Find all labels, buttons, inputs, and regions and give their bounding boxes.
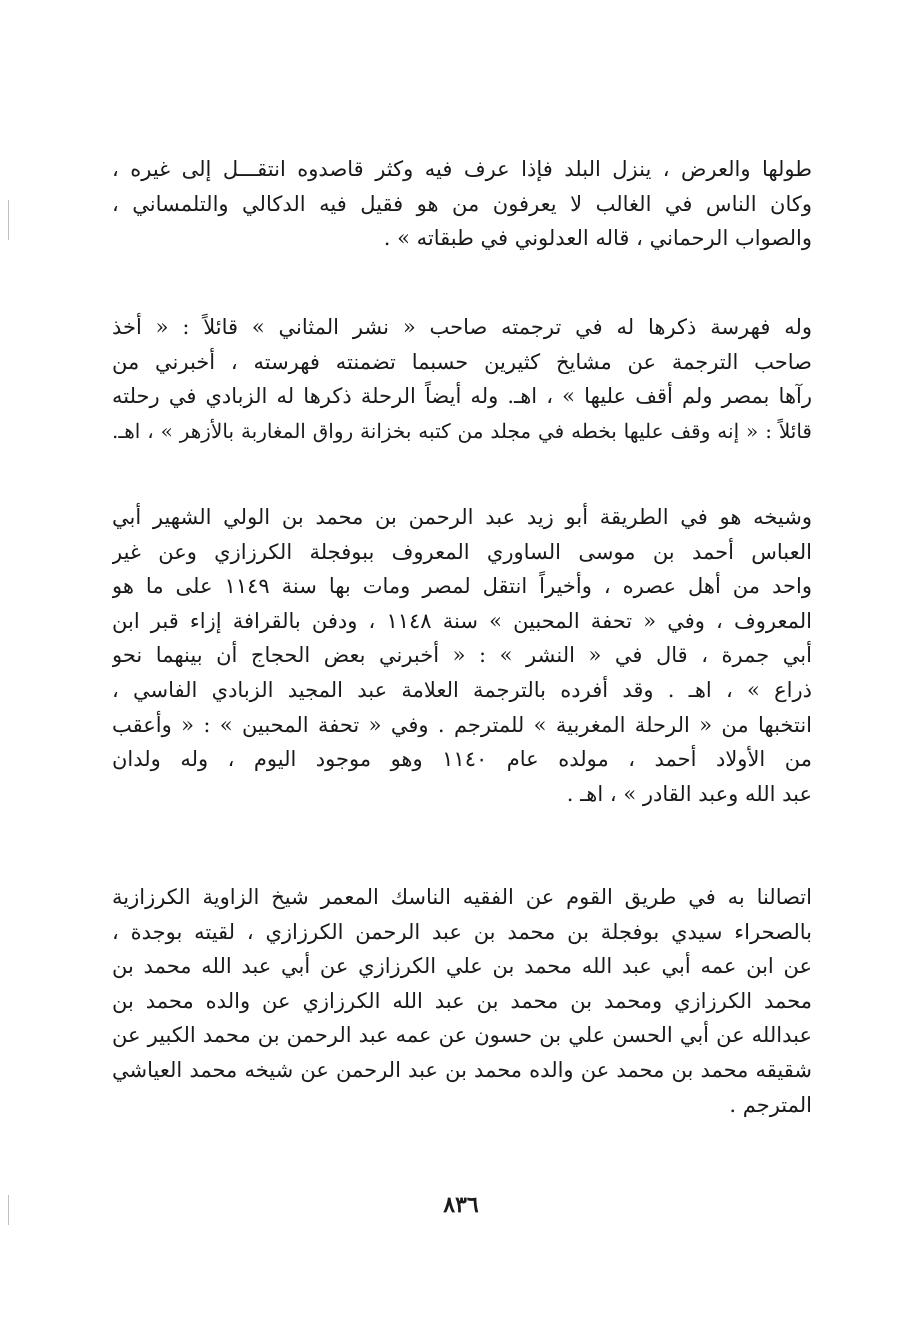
paragraph-2 [112, 310, 812, 448]
paragraph-3 [112, 500, 812, 811]
text-line: رآها بمصر ولم أقف عليها » ، اهـ. وله أيضاً الرحلة ذكرها له الزبادي في رحلته [112, 384, 812, 409]
text-line: قائلاً : « إنه وقف عليها بخطه في مجلد من كتبه بخزانة رواق المغاربة بالأزهر » ، اهـ. [112, 418, 812, 443]
text-line: عن ابن عمه أبي عبد الله محمد بن علي الكرزازي عن أبي عبد الله محمد بن [112, 954, 812, 979]
scan-margin-mark [8, 200, 9, 240]
text-line: محمد الكرزازي ومحمد بن محمد بن عبد الله الكرزازي عن والده محمد بن [112, 988, 812, 1013]
text-line: اتصالنا به في طريق القوم عن الفقيه الناسك المعمر شيخ الزاوية الكرزازية [112, 885, 812, 909]
text-line: أبي جمرة ، قال في « النشر » : « أخبرني بعض الحجاج أن بينهما نحو [112, 643, 812, 668]
text-line: وشيخه هو في الطريقة أبو زيد عبد الرحمن بن محمد بن الولي الشهير أبي [112, 505, 812, 529]
text-line: من الأولاد أحمد ، مولده عام ١١٤٠ وهو موجود اليوم ، وله ولدان [112, 747, 812, 772]
text-line: والصواب الرحماني ، قاله العدلوني في طبقاته » . [383, 226, 812, 251]
paragraph-1 [112, 152, 812, 256]
text-line: انتخبها من « الرحلة المغربية » للمترجم . وفي « تحفة المحبين » : « وأعقب [112, 712, 812, 737]
paragraph-4 [112, 880, 812, 1122]
text-line: عبدالله عن أبي الحسن علي بن حسون عن عمه عبد الرحمن بن محمد الكبير عن [112, 1023, 812, 1048]
text-line: ذراع » ، اهـ . وقد أفرده بالترجمة العلامة عبد المجيد الزبادي الفاسي ، [112, 677, 812, 702]
text-line: المعروف ، وفي « تحفة المحبين » سنة ١١٤٨ ، ودفن بالقرافة إزاء قبر ابن [112, 608, 812, 633]
text-line: صاحب الترجمة عن مشايخ كثيرين حسبما تضمنته فهرسته ، أخبرني من [112, 349, 812, 374]
text-line: شقيقه محمد بن محمد عن والده محمد بن عبد الرحمن عن شيخه محمد العياشي [112, 1057, 812, 1082]
text-line: طولها والعرض ، ينزل البلد فإذا عرف فيه وكثر قاصدوه انتقـــل إلى غيره ، [112, 157, 812, 181]
page-number: ٨٣٦ [443, 1192, 479, 1218]
text-line: عبد الله وعبد القادر » ، اهـ . [566, 781, 812, 806]
text-line: وله فهرسة ذكرها له في ترجمته صاحب « نشر المثاني » قائلاً : « أخذ [112, 315, 812, 339]
text-line: بالصحراء سيدي بوفجلة بن محمد بن عبد الرحمن الكرزازي ، لقيته بوجدة ، [112, 919, 812, 944]
text-line: المترجم . [729, 1092, 812, 1117]
text-line: وكان الناس في الغالب لا يعرفون من هو فقيل فيه الدكالي والتلمساني ، [112, 191, 812, 216]
text-line: واحد من أهل عصره ، وأخيراً انتقل لمصر ومات بها سنة ١١٤٩ على ما هو [112, 574, 812, 599]
text-line: العباس أحمد بن موسى الساوري المعروف ببوفجلة الكرزازي وعن غير [112, 539, 812, 564]
